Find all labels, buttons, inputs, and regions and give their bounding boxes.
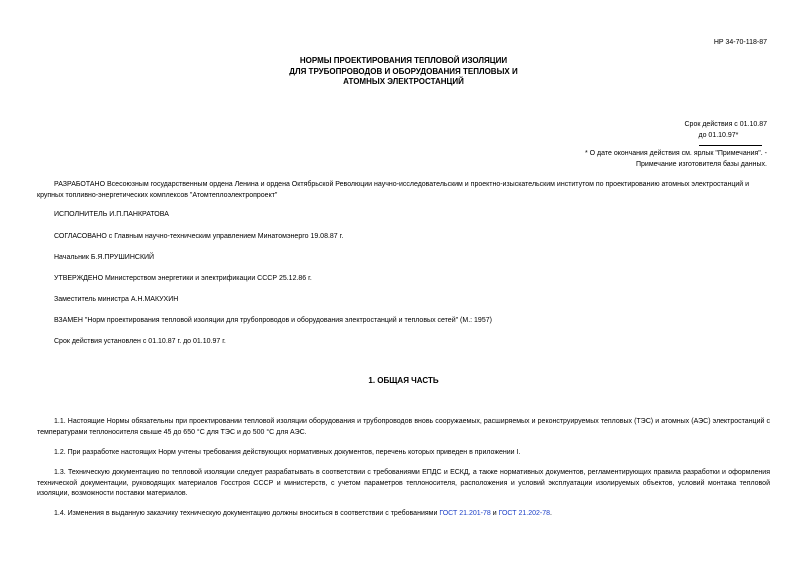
validity-block bbox=[685, 120, 768, 149]
section-heading: 1. ОБЩАЯ ЧАСТЬ bbox=[368, 376, 439, 385]
title-line-2: ДЛЯ ТРУБОПРОВОДОВ И ОБОРУДОВАНИЯ ТЕПЛОВЫХ И bbox=[289, 66, 518, 76]
clause-1-4-text: 1.4. Изменения в выданную заказчику техническую документацию должны вноситься в соответствии с требованиями bbox=[54, 510, 438, 517]
gost-21-201-78-link[interactable]: ГОСТ 21.201-78 bbox=[439, 510, 491, 517]
clause-1-4-end: . bbox=[550, 510, 552, 517]
agreed-paragraph: СОГЛАСОВАНО с Главным научно-техническим управлением Минатомэнерго 19.08.87 г. bbox=[54, 233, 344, 240]
footnote-line-2: Примечание изготовителя базы данных. bbox=[635, 160, 767, 168]
title-line-1: НОРМЫ ПРОЕКТИРОВАНИЯ ТЕПЛОВОЙ ИЗОЛЯЦИИ bbox=[299, 56, 508, 65]
title-line-3: АТОМНЫХ ЭЛЕКТРОСТАНЦИЙ bbox=[343, 77, 464, 86]
replaces-paragraph: ВЗАМЕН "Норм проектирования тепловой изоляции для трубопроводов и оборудования электростанций и тепловых сетей" (М.: 1957) bbox=[54, 317, 492, 324]
chief-paragraph: Начальник Б.Я.ПРУШИНСКИЙ bbox=[54, 254, 155, 261]
clause-1-3: 1.3. Техническую документацию по тепловой изоляции следует разрабатывать в соответствии с требованиями ЕПДС и ЕСКД, а также нормативных документов, регламентирующих правила разработки и оформления технической документации, руководящих материалов Госстроя СССР и министерств, с учетом параметров теплоносителя, расположения и условий эксплуатации изолируемых объектов, условий монтажа тепловой изоляции, возможности поставки материалов. bbox=[37, 469, 770, 497]
clause-1-4-and: и bbox=[492, 510, 497, 517]
clause-1-1: 1.1. Настоящие Нормы обязательны при проектировании тепловой изоляции оборудования и трубопроводов вновь сооружаемых, расширяемых и реконструируемых тепловых (ТЭС) и атомных (АЭС) электростанций с температурами теплоносителя свыше 45 до 650 °С для ТЭС и до 500 °С для АЭС. bbox=[37, 418, 770, 436]
validity-from: Срок действия с 01.10.87 bbox=[684, 121, 767, 128]
term-paragraph: Срок действия установлен с 01.10.87 г. до 01.10.97 г. bbox=[54, 338, 226, 345]
approved-paragraph: УТВЕРЖДЕНО Министерством энергетики и электрификации СССР 25.12.86 г. bbox=[54, 275, 312, 282]
document-code: НР 34-70-118-87 bbox=[713, 39, 767, 46]
clause-1-4 bbox=[37, 509, 770, 520]
deputy-paragraph: Заместитель министра А.Н.МАКУХИН bbox=[54, 296, 179, 303]
document-title bbox=[0, 56, 807, 88]
validity-to: до 01.10.97* bbox=[698, 131, 739, 139]
executor-paragraph: ИСПОЛНИТЕЛЬ И.П.ПАНКРАТОВА bbox=[54, 211, 169, 218]
divider bbox=[699, 145, 762, 146]
gost-21-202-78-link[interactable]: ГОСТ 21.202-78 bbox=[498, 510, 550, 517]
developed-paragraph: РАЗРАБОТАНО Всесоюзным государственным ордена Ленина и ордена Октябрьской Революции научно-исследовательским и проектно-изыскательским институтом по проектированию атомных электростанций и крупных топливно-энергетических комплексов "Атомтеплоэлектропроект" bbox=[37, 181, 750, 199]
clause-1-2: 1.2. При разработке настоящих Норм учтены требования действующих нормативных документов, перечень которых приведен в приложении I. bbox=[54, 449, 521, 456]
footnote bbox=[585, 149, 767, 170]
footnote-line-1: * О дате окончания действия см. ярлык "Примечания". - bbox=[584, 150, 767, 157]
